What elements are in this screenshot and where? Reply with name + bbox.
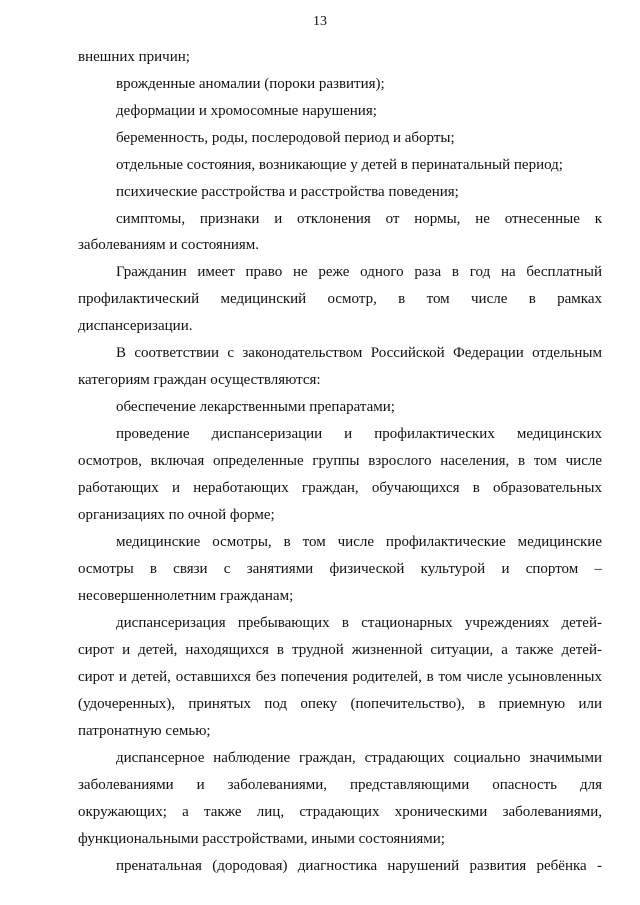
text-line: осмотров, включая определенные группы взрослого населения, в том числе [78,453,602,469]
text-line: патронатную семью; [78,723,211,739]
text-line: проведение диспансеризации и профилактических медицинских [116,426,602,442]
text-line: заболеваниям и состояниям. [78,237,260,253]
text-line: диспансеризация пребывающих в стационарных учреждениях детей- [116,615,602,631]
text-line: Гражданин имеет право не реже одного раза в год на бесплатный [116,264,602,280]
text-line: пренатальная (дородовая) диагностика нарушений развития ребёнка - [116,858,602,874]
text-line: профилактический медицинский осмотр, в том числе в рамках [78,291,602,307]
text-line: категориям граждан осуществляются: [78,372,321,388]
text-line: деформации и хромосомные нарушения; [116,103,377,119]
text-line: работающих и неработающих граждан, обучающихся в образовательных [78,480,602,496]
text-line: медицинские осмотры, в том числе профилактические медицинские [116,534,602,550]
text-line: диспансерное наблюдение граждан, страдающих социально значимыми [116,750,602,766]
text-line: внешних причин; [78,49,190,65]
text-line: организациях по очной форме; [78,507,275,523]
text-line: окружающих; а также лиц, страдающих хроническими заболеваниями, [78,804,602,820]
text-line: отдельные состояния, возникающие у детей в перинатальный период; [116,157,563,173]
text-line: В соответствии с законодательством Российской Федерации отдельным [116,345,602,361]
text-line: беременность, роды, послеродовой период и аборты; [116,130,455,146]
text-line: осмотры в связи с занятиями физической культурой и спортом – [78,561,602,577]
text-line: несовершеннолетним гражданам; [78,588,294,604]
text-line: диспансеризации. [78,318,193,334]
text-line: функциональными расстройствами, иными состояниями; [78,831,445,847]
text-line: обеспечение лекарственными препаратами; [116,399,395,415]
page-number: 13 [313,14,327,29]
text-line: сирот и детей, находящихся в трудной жизненной ситуации, а также детей- [78,642,602,658]
text-line: симптомы, признаки и отклонения от нормы, не отнесенные к [116,211,602,227]
text-line: психические расстройства и расстройства поведения; [116,184,459,200]
text-line: сирот и детей, оставшихся без попечения родителей, в том числе усыновленных [78,669,602,685]
text-line: (удочеренных), принятых под опеку (попечительство), в приемную или [78,696,602,712]
text-line: врожденные аномалии (пороки развития); [116,76,385,92]
text-line: заболеваниями и заболеваниями, представляющими опасность для [78,777,602,793]
